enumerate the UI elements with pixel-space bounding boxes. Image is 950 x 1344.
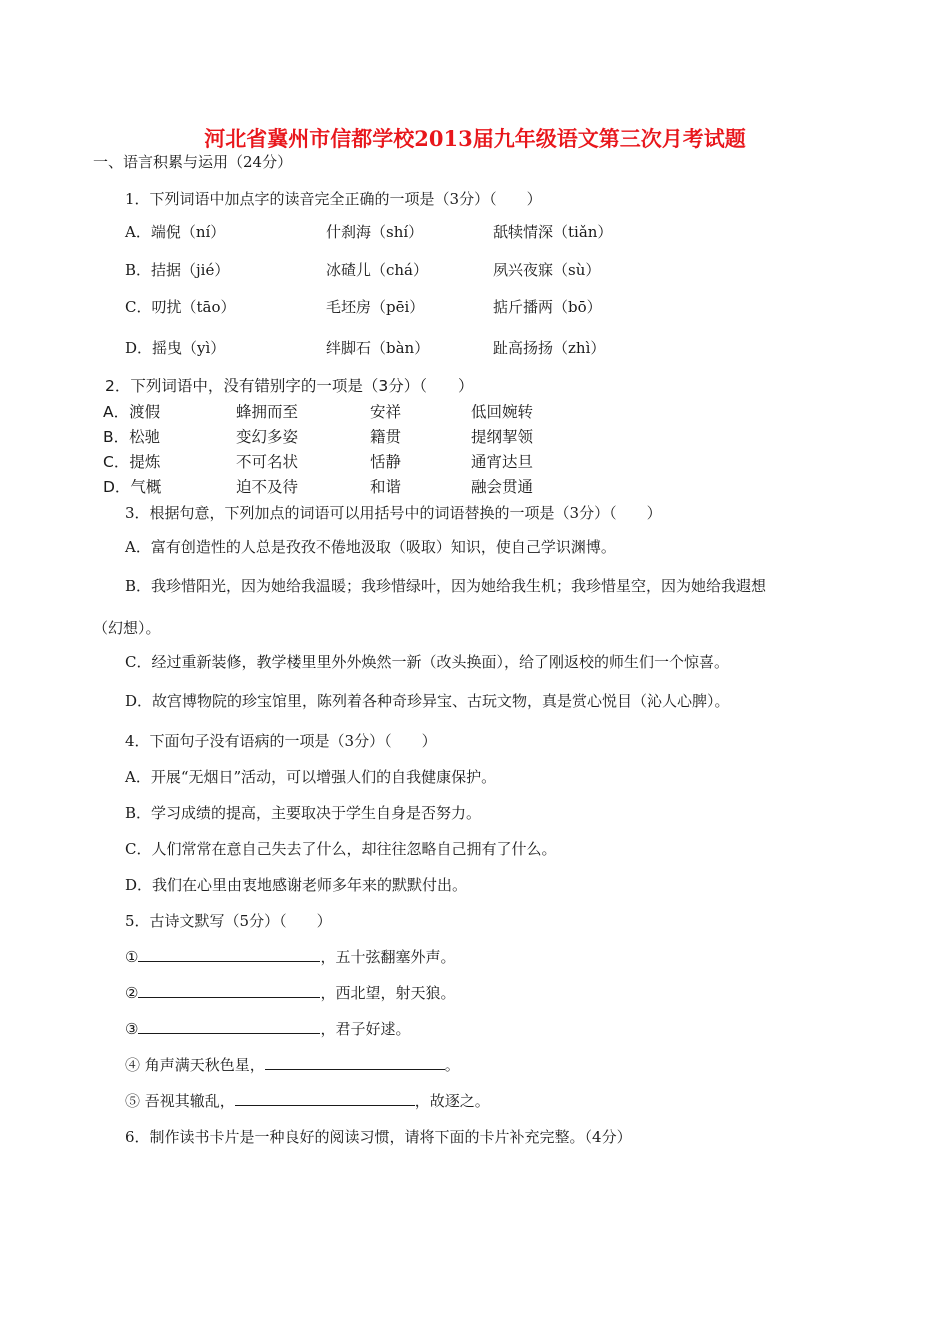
q1-option-b-word3: 夙兴夜寐（sù）: [493, 261, 601, 279]
q1-option-b-word2: 冰碴儿（chá）: [326, 261, 429, 279]
q2-stem: 2．下列词语中，没有错别字的一项是（3分）（ ）: [105, 377, 474, 395]
q2-option-b-word1: B．松驰: [103, 428, 161, 446]
q4-option-c: C．人们常常在意自己失去了什么，却往往忽略自己拥有了什么。: [125, 840, 557, 858]
q1-option-c-word2: 毛坯房（pēi）: [326, 298, 425, 316]
q5-line-4-blank[interactable]: [265, 1055, 445, 1070]
q5-line-1-marker: ①: [125, 948, 139, 966]
q2-option-c-word4: 通宵达旦: [471, 453, 534, 471]
q2-option-b-word3: 籍贯: [370, 428, 402, 446]
q3-option-a: A．富有创造性的人总是孜孜不倦地汲取（吸取）知识，使自己学识渊博。: [125, 538, 616, 556]
q1-option-a-word3: 舐犊情深（tiǎn）: [493, 223, 613, 241]
q5-line-2: [125, 983, 455, 1003]
q5-stem: 5．古诗文默写（5分）（ ）: [125, 912, 332, 930]
q3-stem: 3．根据句意，下列加点的词语可以用括号中的词语替换的一项是（3分）（ ）: [125, 504, 662, 522]
q3-option-b-line2: （幻想）。: [93, 619, 161, 637]
q5-line-5-text: ⑤ 吾视其辙乱，: [125, 1092, 235, 1110]
q2-option-a-word1: A．渡假: [103, 403, 161, 421]
q2-option-c-word2: 不可名状: [236, 453, 299, 471]
q5-line-4: [125, 1055, 460, 1075]
q2-option-b-word4: 提纲挈领: [471, 428, 534, 446]
q2-option-a-word2: 蜂拥而至: [236, 403, 299, 421]
q1-option-d-word2: 绊脚石（bàn）: [326, 339, 430, 357]
q5-line-5-end: ，故逐之。: [414, 1092, 490, 1110]
q4-option-a: A．开展“无烟日”活动，可以增强人们的自我健康保护。: [125, 768, 497, 786]
page-title: 河北省冀州市信都学校2013届九年级语文第三次月考试题: [204, 126, 746, 151]
q4-option-b: B．学习成绩的提高，主要取决于学生自身是否努力。: [125, 804, 482, 822]
q2-option-c-word1: C．提炼: [103, 453, 161, 471]
q2-option-d-word4: 融会贯通: [471, 478, 534, 496]
q3-option-d: D．故宫博物院的珍宝馆里，陈列着各种奇珍异宝、古玩文物，真是赏心悦目（沁人心脾）。: [125, 692, 730, 710]
q1-option-c-word1: C．叨扰（tāo）: [125, 298, 236, 316]
q5-line-1-blank[interactable]: [138, 947, 320, 962]
q2-option-d-word2: 迫不及待: [236, 478, 299, 496]
q2-option-a-word4: 低回婉转: [471, 403, 534, 421]
q5-line-3-marker: ③: [125, 1020, 139, 1038]
q1-option-d-word1: D．摇曳（yì）: [125, 339, 226, 357]
q5-line-2-marker: ②: [125, 984, 139, 1002]
q5-line-4-text: ④ 角声满天秋色星，: [125, 1056, 265, 1074]
q5-line-5-blank[interactable]: [235, 1091, 415, 1106]
q5-line-5: [125, 1091, 490, 1111]
q1-option-d-word3: 趾高扬扬（zhì）: [493, 339, 606, 357]
q2-option-d-word3: 和谐: [370, 478, 402, 496]
q1-option-a-word2: 什刹海（shí）: [326, 223, 424, 241]
q1-stem: 1．下列词语中加点字的读音完全正确的一项是（3分）（ ）: [125, 190, 542, 208]
section-heading: 一、语言积累与运用（24分）: [93, 153, 293, 171]
q2-option-a-word3: 安祥: [370, 403, 402, 421]
q3-option-c: C．经过重新装修，教学楼里里外外焕然一新（改头换面），给了刚返校的师生们一个惊喜。: [125, 653, 729, 671]
q5-line-2-text: ，西北望，射天狼。: [320, 984, 456, 1002]
q5-line-2-blank[interactable]: [138, 983, 320, 998]
q5-line-3-text: ，君子好逑。: [320, 1020, 411, 1038]
q5-line-1: [125, 947, 455, 967]
q1-option-c-word3: 掂斤播两（bō）: [493, 298, 602, 316]
q4-option-d: D．我们在心里由衷地感谢老师多年来的默默付出。: [125, 876, 468, 894]
q5-line-4-end: 。: [444, 1056, 460, 1074]
q3-option-b-line1: B．我珍惜阳光，因为她给我温暖；我珍惜绿叶，因为她给我生机；我珍惜星空，因为她给我遐想: [125, 577, 767, 595]
q6-stem: 6．制作读书卡片是一种良好的阅读习惯，请将下面的卡片补充完整。（4分）: [125, 1128, 632, 1146]
q5-line-3: [125, 1019, 410, 1039]
q4-stem: 4．下面句子没有语病的一项是（3分）（ ）: [125, 732, 437, 750]
q1-option-b-word1: B．拮据（jié）: [125, 261, 230, 279]
q5-line-1-text: ，五十弦翻塞外声。: [320, 948, 456, 966]
q2-option-d-word1: D．气概: [103, 478, 162, 496]
q5-line-3-blank[interactable]: [138, 1019, 320, 1034]
q1-option-a-word1: A．端倪（ní）: [125, 223, 226, 241]
q2-option-b-word2: 变幻多姿: [236, 428, 299, 446]
q2-option-c-word3: 恬静: [370, 453, 402, 471]
